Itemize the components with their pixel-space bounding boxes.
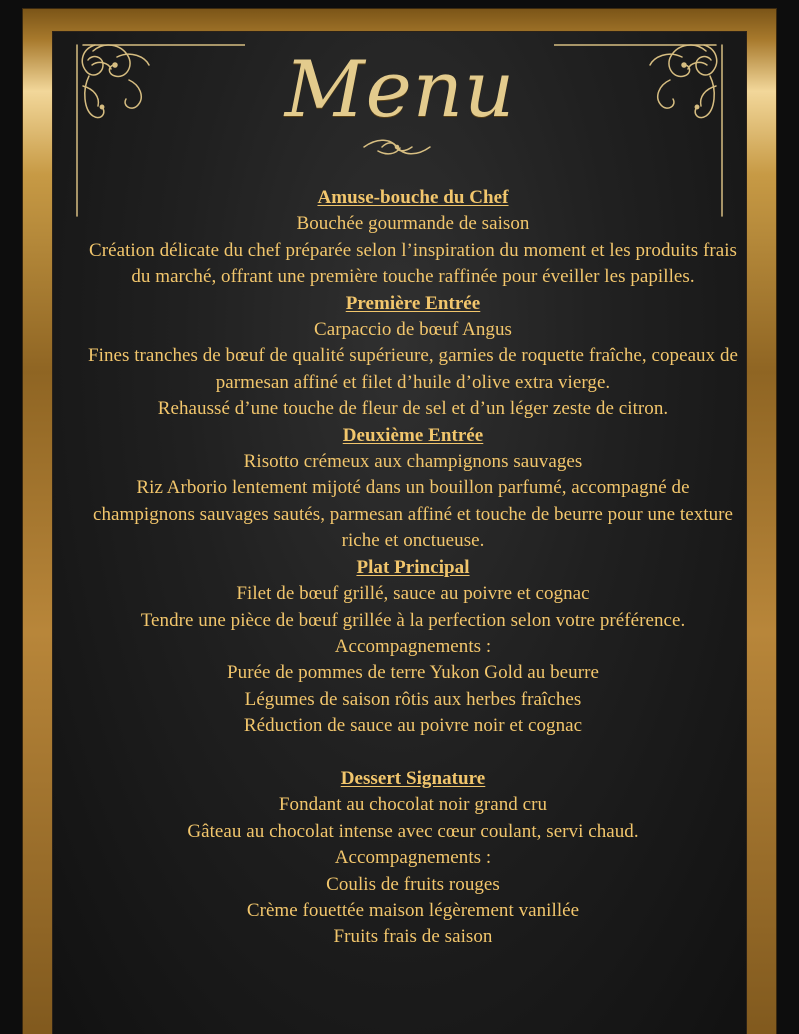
section-title-main-course: Plat Principal — [356, 556, 470, 578]
menu-content — [84, 185, 742, 951]
section-title-second-entree: Deuxième Entrée — [342, 424, 484, 446]
accompaniment-item: Crème fouettée maison légèrement vanillée — [246, 899, 580, 921]
page-title: Menu — [284, 45, 516, 135]
section-title-dessert: Dessert Signature — [340, 767, 486, 789]
accompaniment-item: Légumes de saison rôtis aux herbes fraîches — [244, 688, 582, 710]
dish-name: Risotto crémeux aux champignons sauvages — [243, 451, 583, 473]
dish-name: Carpaccio de bœuf Angus — [314, 319, 512, 341]
title-flourish-icon — [362, 135, 432, 159]
accompaniment-item: Fruits frais de saison — [333, 926, 493, 948]
accompaniments-label: Accompagnements : — [334, 635, 492, 657]
dish-name: Bouchée gourmande de saison — [296, 213, 530, 235]
section-title-first-entree: Première Entrée — [345, 292, 481, 314]
accompaniment-item: Coulis de fruits rouges — [326, 873, 500, 895]
accompaniments-label: Accompagnements : — [334, 847, 492, 869]
dish-description: Riz Arborio lentement mijoté dans un bouillon parfumé, accompagné de champignons sauvages sautés, parmesan affiné et touche de beurre pour une texture riche et onctueuse. — [93, 477, 733, 552]
accompaniment-item: Purée de pommes de terre Yukon Gold au beurre — [227, 662, 599, 684]
section-spacer — [84, 740, 742, 766]
dish-name: Fondant au chocolat noir grand cru — [278, 794, 548, 816]
dish-description: Fines tranches de bœuf de qualité supérieure, garnies de roquette fraîche, copeaux de parmesan affiné et filet d’huile d’olive extra vierge. — [88, 345, 738, 393]
dish-description: Création délicate du chef préparée selon l’inspiration du moment et les produits frais du marché, offrant une première touche raffinée pour éveiller les papilles. — [89, 239, 737, 288]
dish-name: Filet de bœuf grillé, sauce au poivre et cognac — [236, 583, 590, 605]
dish-description: Tendre une pièce de bœuf grillée à la perfection selon votre préférence. — [140, 609, 686, 631]
section-title-amuse-bouche: Amuse-bouche du Chef — [317, 187, 509, 208]
accompaniment-item: Réduction de sauce au poivre noir et cognac — [243, 715, 583, 737]
dish-description: Gâteau au chocolat intense avec cœur coulant, servi chaud. — [187, 820, 639, 842]
dish-note: Rehaussé d’une touche de fleur de sel et d’un léger zeste de citron. — [157, 398, 669, 420]
